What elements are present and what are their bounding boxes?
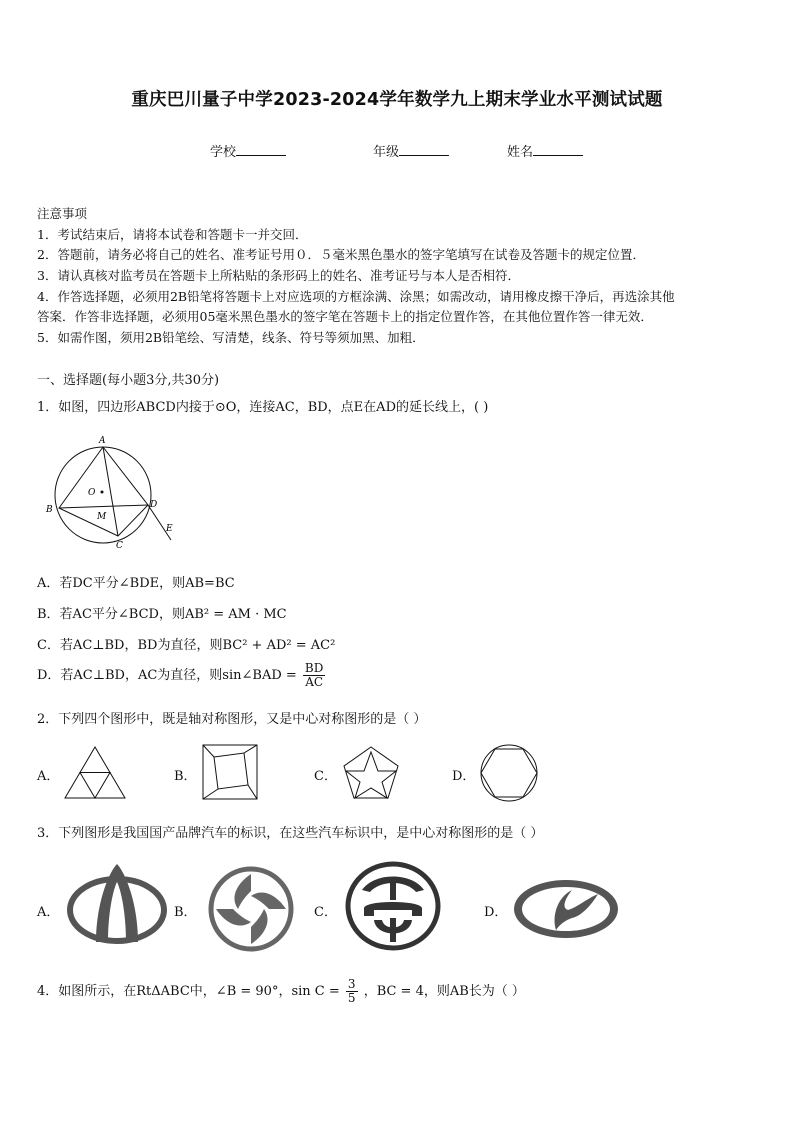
grade-field[interactable] xyxy=(373,141,449,160)
notice-heading: 注意事项 xyxy=(37,206,88,221)
label-c: C xyxy=(116,541,123,551)
q1-option-c[interactable]: C．若AC⊥BD，BD为直径，则BC² + AD² = AC² xyxy=(37,638,336,653)
q2-pentagon-star-figure[interactable] xyxy=(340,744,402,802)
name-label: 姓名 xyxy=(507,145,534,160)
q2-label-d[interactable]: D． xyxy=(452,769,476,784)
q2-label-b[interactable]: B． xyxy=(174,769,197,784)
name-blank[interactable] xyxy=(533,143,583,156)
grade-blank[interactable] xyxy=(399,143,449,156)
q1-option-d-text: D．若AC⊥BD，AC为直径，则sin∠BAD = xyxy=(37,668,297,683)
label-o: O xyxy=(88,488,96,498)
label-d: D xyxy=(150,500,158,510)
name-field[interactable] xyxy=(507,141,583,160)
ray-de xyxy=(148,505,171,540)
school-label: 学校 xyxy=(210,145,237,160)
q2-hexagon-figure[interactable] xyxy=(478,743,540,803)
label-b: B xyxy=(46,505,53,515)
label-e: E xyxy=(166,524,173,534)
section-heading: 一、选择题(每小题3分,共30分) xyxy=(37,373,220,388)
notice-item: 3．请认真核对监考员在答题卡上所粘贴的条形码上的姓名、准考证号与本人是否相符． xyxy=(37,268,520,283)
fraction-bd-ac: $\frac{BD}{AC}$ xyxy=(304,661,324,689)
q4-stem-post: ，BC = 4，则AB长为（ ） xyxy=(363,984,525,999)
q3-logo-a[interactable] xyxy=(66,858,168,946)
q3-label-d[interactable]: D． xyxy=(484,905,508,920)
label-m: M xyxy=(97,512,107,522)
notice-item: 1．考试结束后，请将本试卷和答题卡一并交回． xyxy=(37,227,308,242)
segment-ac xyxy=(103,447,118,536)
q3-label-c[interactable]: C． xyxy=(314,905,337,920)
q3-label-a[interactable]: A． xyxy=(37,905,60,920)
q4-stem xyxy=(37,978,525,1005)
q3-label-b[interactable]: B． xyxy=(174,905,197,920)
notice-item: 2．答题前，请务必将自己的姓名、准考证号用０．５毫米黑色墨水的签字笔填写在试卷及答题卡的规定位置． xyxy=(37,247,645,262)
q2-stem: 2．下列四个图形中，既是轴对称图形，又是中心对称图形的是（ ） xyxy=(37,712,427,727)
notice-item: 4．作答选择题，必须用2B铅笔将答题卡上对应选项的方框涂满、涂黑；如需改动，请用橡皮擦干净后，再选涂其他 xyxy=(37,289,675,304)
fraction-3-5: $\frac{3}{5}$ xyxy=(347,977,356,1005)
notice-item: 答案．作答非选择题，必须用05毫米黑色墨水的签字笔在答题卡上的指定位置作答，在其他位置作答一律无效． xyxy=(37,309,653,324)
notice-item: 5．如需作图，须用2B铅笔绘、写清楚，线条、符号等须加黑、加粗． xyxy=(37,330,425,345)
quadrilateral-abcd xyxy=(59,447,148,536)
q3-logo-b[interactable] xyxy=(208,866,294,952)
q3-logo-d[interactable] xyxy=(512,878,620,940)
q1-option-b[interactable]: B．若AC平分∠BCD，则AB² = AM · MC xyxy=(37,607,287,622)
school-field[interactable] xyxy=(210,141,286,160)
school-blank[interactable] xyxy=(236,143,286,156)
q1-option-a[interactable]: A．若DC平分∠BDE，则AB=BC xyxy=(37,576,235,591)
segment-bd xyxy=(59,505,148,508)
q3-logo-c[interactable] xyxy=(344,860,442,952)
q1-circle-figure xyxy=(40,428,180,558)
page-title: 重庆巴川量子中学2023-2024学年数学九上期末学业水平测试试题 xyxy=(131,90,663,110)
q2-label-c[interactable]: C． xyxy=(314,769,337,784)
q2-square-figure[interactable] xyxy=(200,743,260,801)
q2-label-a[interactable]: A． xyxy=(37,769,60,784)
label-a: A xyxy=(99,436,106,446)
q1-stem: 1．如图，四边形ABCD内接于⊙O，连接AC，BD，点E在AD的延长线上，( ) xyxy=(37,400,489,415)
q3-stem: 3．下列图形是我国国产品牌汽车的标识，在这些汽车标识中，是中心对称图形的是（ ） xyxy=(37,826,544,841)
grade-label: 年级 xyxy=(373,145,400,160)
center-dot xyxy=(101,491,104,494)
q2-triangle-figure[interactable] xyxy=(63,745,127,801)
q1-option-d[interactable] xyxy=(37,662,327,689)
q4-stem-pre: 4．如图所示，在RtΔABC中，∠B = 90°，sin C = xyxy=(37,984,340,999)
